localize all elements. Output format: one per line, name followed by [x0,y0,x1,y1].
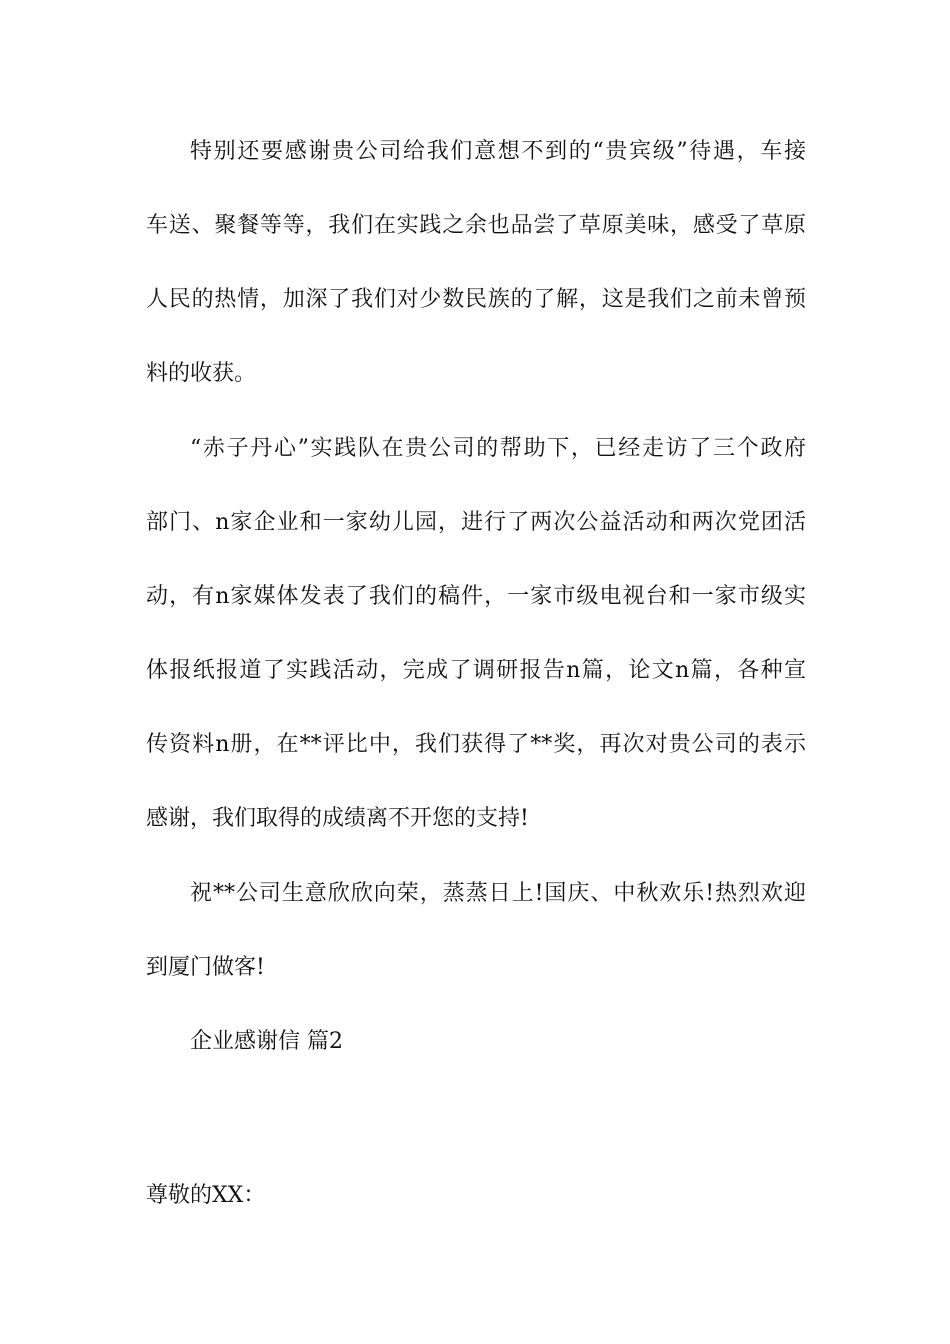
paragraph-2-line-1: “赤子丹心”实践队在贵公司的帮助下，已经走访了三个政府 [190,436,806,461]
section-heading: 企业感谢信 篇2 [190,1029,343,1054]
paragraph-1-line-3: 人民的热情，加深了我们对少数民族的了解，这是我们之前未曾预 [146,287,806,312]
paragraph-1-line-4: 料的收获。 [146,361,257,386]
paragraph-1-line-1: 特别还要感谢贵公司给我们意想不到的“贵宾级”待遇，车接 [190,139,806,164]
paragraph-1-line-2: 车送、聚餐等等，我们在实践之余也品尝了草原美味，感受了草原 [146,213,806,238]
paragraph-3-line-1: 祝**公司生意欣欣向荣，蒸蒸日上!国庆、中秋欢乐!热烈欢迎 [190,881,806,906]
paragraph-2-line-4: 体报纸报道了实践活动，完成了调研报告n篇，论文n篇，各种宣 [146,658,806,683]
paragraph-2-line-3: 动，有n家媒体发表了我们的稿件，一家市级电视台和一家市级实 [146,584,806,609]
salutation: 尊敬的XX： [146,1183,266,1208]
paragraph-2-line-6: 感谢，我们取得的成绩离不开您的支持! [146,806,529,831]
paragraph-3-line-2: 到厦门做客! [146,955,265,980]
paragraph-2-line-5: 传资料n册，在**评比中，我们获得了**奖，再次对贵公司的表示 [146,732,806,757]
paragraph-2-line-2: 部门、n家企业和一家幼儿园，进行了两次公益活动和两次党团活 [146,510,806,535]
